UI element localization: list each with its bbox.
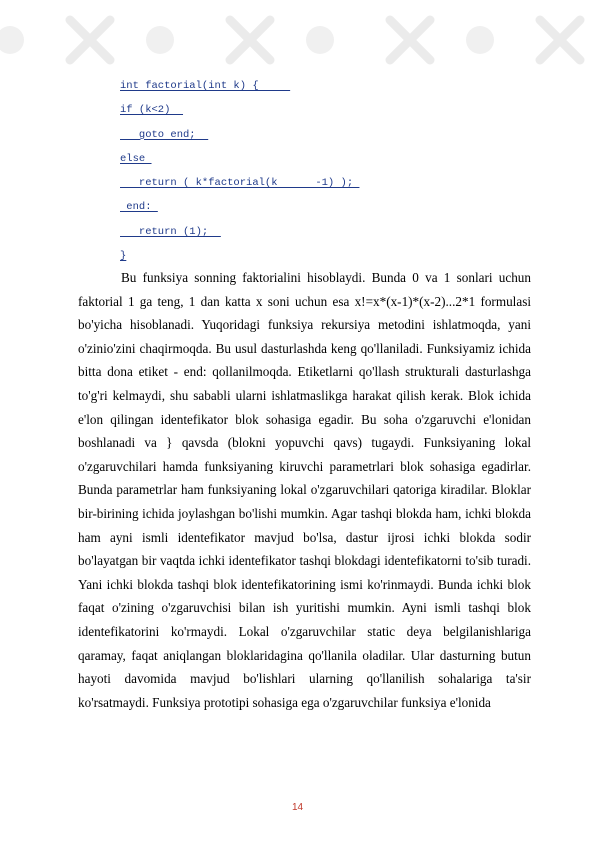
code-line: end: — [120, 201, 158, 214]
code-line: else — [120, 152, 152, 165]
page-number: 14 — [291, 802, 304, 813]
code-line: goto end; — [120, 128, 209, 141]
code-line: int factorial(int k) { — [120, 80, 291, 92]
code-line: if (k<2) — [120, 104, 184, 117]
body-text — [78, 266, 531, 714]
body-paragraph: Bu funksiya sonning faktorialini hisoblaydi. Bunda 0 va 1 sonlari uchun faktorial 1 ga teng, 1 dan katta x soni uchun esa x!=x*(x-1)*(x-2)...2*1 formulasi bo'yicha hisoblanadi. Yuqoridagi funksiya rekursiya metodini ishlatmoqda, yani o'zinio'zini chaqirmoqda. Bu usul dasturlashda keng qo'llaniladi. Funksiyamiz ichida bitta dona etiket - end: qollanilmoqda. Etiketlarni qo'llash strukturali dasturlashga to'g'ri kelmaydi, shu sababli ularni ishlatmaslikga harakat qilish kerak. Blok ichida e'lon qilingan identefikator blok sohasiga egadir. Bu soha o'zgaruvchi e'lonidan boshlanadi va } qavsda (blokni yopuvchi qavs) tugaydi. Funksiyaning lokal o'zgaruvchilari hamda funksiyaning kiruvchi parametrlari blok sohasiga egadirlar. Bunda parametrlar ham funksiyaning lokal o'zgaruvchilari qatoriga kiradilar. Bloklar bir-birining ichida joylashgan bo'lishi mumkin. Agar tashqi blokda ham, ichki blokda ham ayni ismli identefikator mavjud bo'lsa, dastur ijrosi ichki blokda sodir bo'layatgan bir vaqtda ichki identefikator tashqi blokdagi identefikatorni to'sib turadi. Yani ichki blokda tashqi blok identefikatorining ismi ko'rinmaydi. Bunda ichki blok faqat o'zining o'zgaruvchisi bilan ish yuritishi mumkin. Ayni ismli tashqi blok identefikatorini ko'rmaydi. Lokal o'zgaruvchilar static deya belgilanishlariga qaramay, faqat aniqlangan bloklaridagina qo'llanila oladilar. Ular dasturning butun hayoti davomida mavjud bo'lishlari ularning qo'llanilish sohalariga ta'sir ko'rsatmaydi. Funksiya prototipi sohasiga ega o'zgaruvchilar funksiya e'lonida — [78, 270, 531, 710]
code-listing — [120, 74, 359, 268]
code-line: return (1); — [120, 225, 221, 238]
code-line: } — [120, 250, 127, 263]
code-line: return ( k*factorial(k -1) ); — [120, 177, 360, 190]
